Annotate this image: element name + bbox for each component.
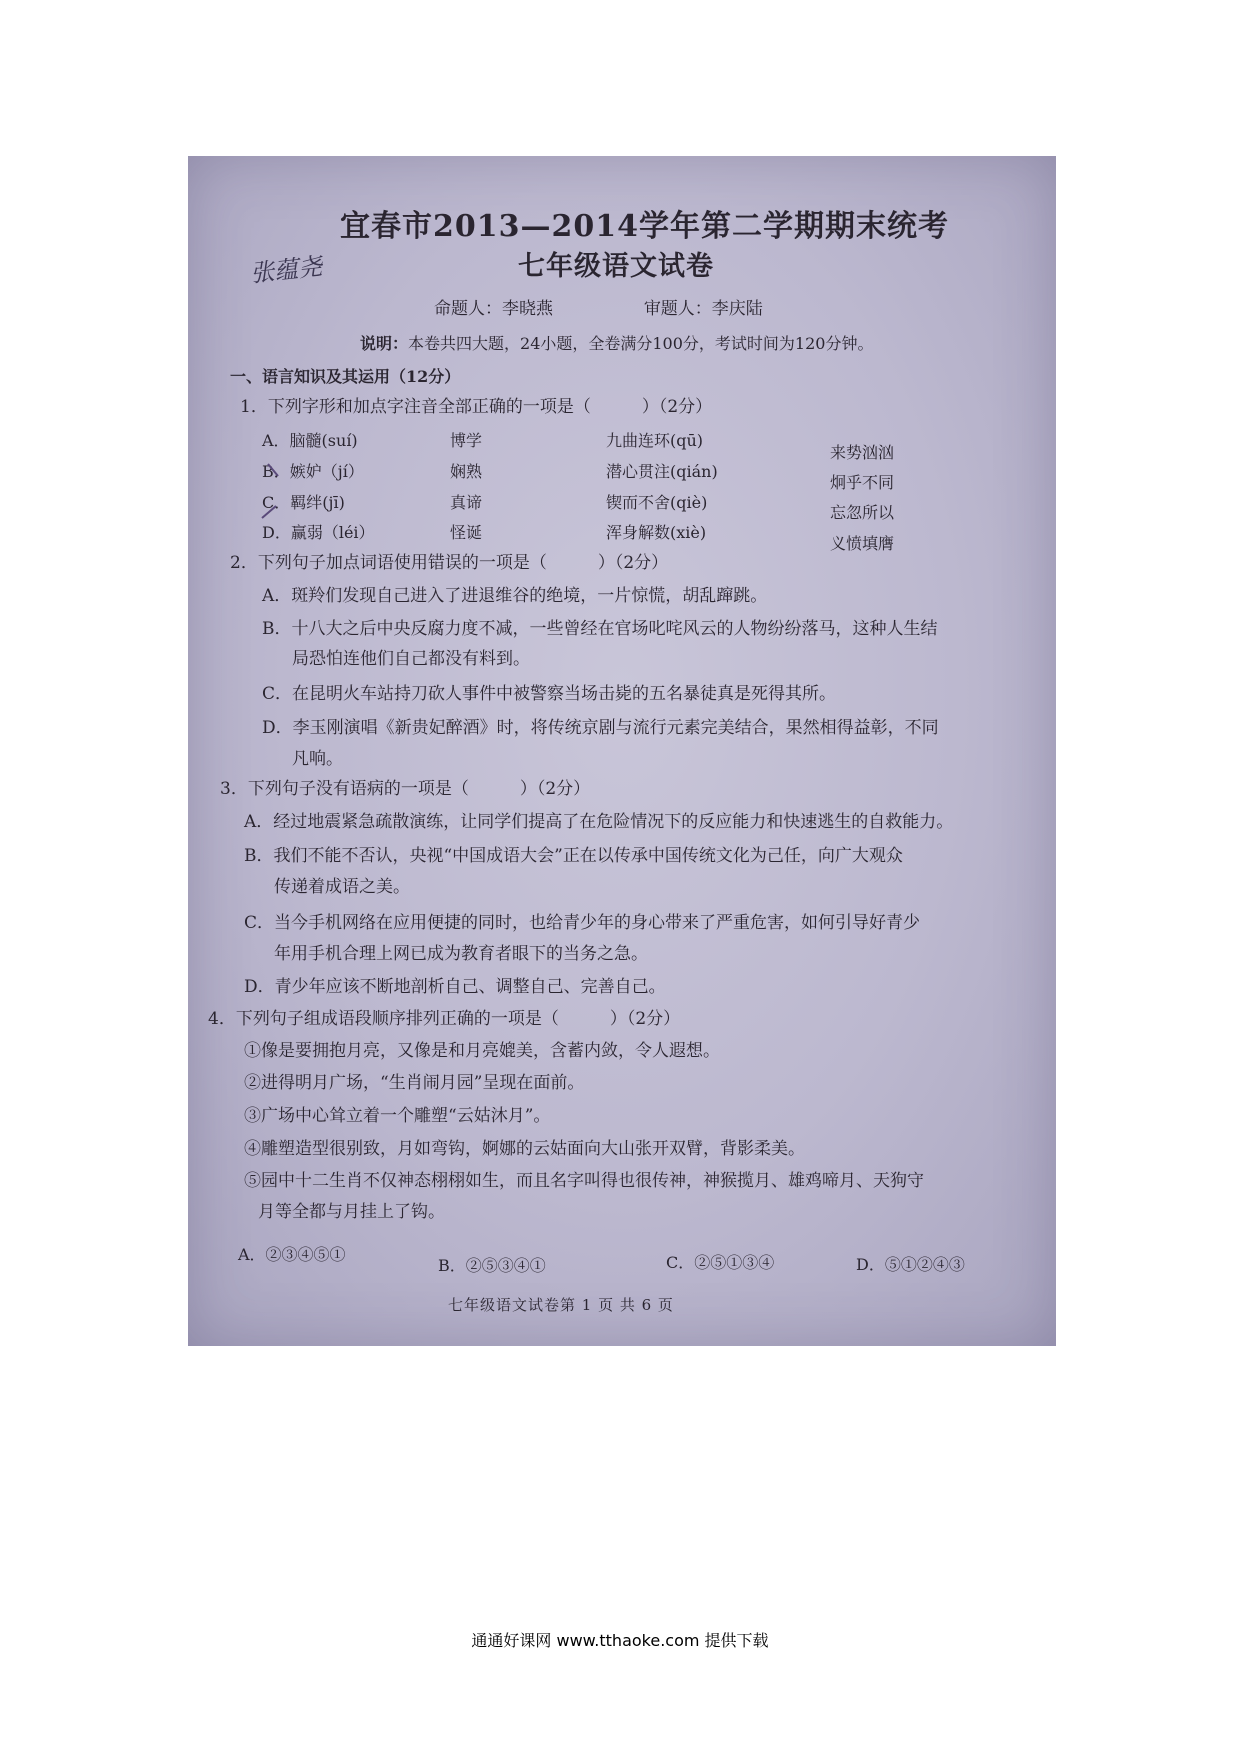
q1-extra: 义愤填膺: [830, 534, 895, 553]
q4-option-c: C．②⑤①③④: [666, 1253, 775, 1272]
section-heading: 一、语言知识及其运用（12分）: [230, 367, 461, 386]
download-source-footer: 通通好课网 www.tthaoke.com 提供下载: [471, 1631, 769, 1650]
q1-row-c-c3: 锲而不舍(qiè): [606, 493, 708, 512]
q2-option-c: C．在昆明火车站持刀砍人事件中被警察当场击毙的五名暴徒真是死得其所。: [262, 684, 837, 704]
exam-title: 宜春市2013—2014学年第二学期期末统考: [340, 209, 949, 244]
q4-sentence-2: ②进得明月广场，“生肖闹月园”呈现在面前。: [244, 1073, 585, 1093]
exam-photo: [188, 156, 1056, 1346]
authors-line: [434, 294, 763, 319]
exam-page-number: 七年级语文试卷第 1 页 共 6 页: [448, 1296, 674, 1314]
q3-option-b-line2: 传递着成语之美。: [274, 877, 410, 897]
q4-option-b: B．②⑤③④①: [438, 1256, 546, 1275]
reviewer: 审题人：李庆陆: [643, 299, 763, 319]
q4-sentence-1: ①像是要拥抱月亮，又像是和月亮媲美，含蓄内敛，令人遐想。: [244, 1041, 720, 1061]
note-text: 本卷共四大题，24小题，全卷满分100分，考试时间为120分钟。: [408, 334, 874, 353]
q2-option-d-line1: D．李玉刚演唱《新贵妃醉酒》时，将传统京剧与流行元素完美结合，果然相得益彰，不同: [262, 718, 939, 738]
q4-option-d: D．⑤①②④③: [856, 1255, 965, 1274]
q4-option-a: A．②③④⑤①: [238, 1245, 346, 1264]
q1-row-a-c3: 九曲连环(qū): [606, 431, 704, 450]
exam-subtitle: 七年级语文试卷: [518, 251, 714, 282]
q4-sentence-5-line1: ⑤园中十二生肖不仅神态栩栩如生，而且名字叫得也很传神，神猴揽月、雄鸡啼月、天狗守: [244, 1171, 924, 1191]
q2-option-b-line1: B．十八大之后中央反腐力度不减，一些曾经在官场叱咤风云的人物纷纷落马，这种人生结: [262, 619, 938, 639]
q1-stem: 1．下列字形和加点字注音全部正确的一项是（ ）（2分）: [240, 397, 713, 417]
q1-row-c-c2: 真谛: [450, 493, 483, 512]
q1-row-d-c4: 忘忽所以: [830, 503, 895, 522]
note-label: 说明：: [360, 334, 409, 353]
q2-option-a: A．斑羚们发现自己进入了进退维谷的绝境，一片惊慌，胡乱蹿跳。: [262, 586, 768, 606]
q2-option-d-line2: 凡响。: [292, 749, 343, 769]
q4-sentence-4: ④雕塑造型很别致，月如弯钩，婀娜的云姑面向大山张开双臂，背影柔美。: [244, 1139, 805, 1159]
q1-row-b-c2: 娴熟: [450, 462, 483, 481]
setter: 命题人：李晓燕: [434, 299, 553, 319]
q3-option-c-line1: C．当今手机网络在应用便捷的同时，也给青少年的身心带来了严重危害，如何引导好青少: [244, 913, 921, 933]
q1-row-b-c4: 来势汹汹: [830, 443, 895, 462]
q4-sentence-5-line2: 月等全都与月挂上了钩。: [258, 1202, 445, 1222]
q2-option-b-line2: 局恐怕连他们自己都没有料到。: [292, 649, 530, 669]
q1-row-d-c3: 浑身解数(xiè): [606, 523, 707, 542]
pen-marks: [248, 456, 308, 546]
handwritten-name: 张蕴尧: [248, 252, 324, 288]
q3-option-c-line2: 年用手机合理上网已成为教育者眼下的当务之急。: [274, 944, 648, 964]
q3-option-a: A．经过地震紧急疏散演练，让同学们提高了在危险情况下的反应能力和快速逃生的自救能力。: [244, 812, 954, 832]
q1-row-b-c3: 潜心贯注(qián): [606, 462, 718, 481]
q3-option-b-line1: B．我们不能不否认，央视“中国成语大会”正在以传承中国传统文化为己任，向广大观众: [244, 846, 903, 866]
q4-stem: 4．下列句子组成语段顺序排列正确的一项是（ ）（2分）: [208, 1009, 681, 1029]
exam-instructions: [360, 331, 873, 354]
q3-stem: 3．下列句子没有语病的一项是（ ）（2分）: [220, 779, 591, 799]
q4-sentence-3: ③广场中心耸立着一个雕塑“云姑沐月”。: [244, 1106, 551, 1126]
q1-row-b-label: B．嫉妒（jí）: [262, 462, 364, 481]
q1-row-c-c4: 炯乎不同: [830, 473, 895, 492]
q1-row-d-c2: 怪诞: [450, 523, 483, 542]
q1-row-d-label: D．赢弱（léi）: [262, 523, 375, 542]
q1-row-a-label: A．脑髓(suí): [262, 431, 358, 450]
q1-row-c-label: C．羁绊(jī): [262, 493, 345, 512]
q3-option-d: D．青少年应该不断地剖析自己、调整自己、完善自己。: [244, 977, 666, 997]
q2-stem: 2．下列句子加点词语使用错误的一项是（ ）（2分）: [230, 553, 669, 573]
q1-row-a-c2: 博学: [450, 431, 483, 450]
